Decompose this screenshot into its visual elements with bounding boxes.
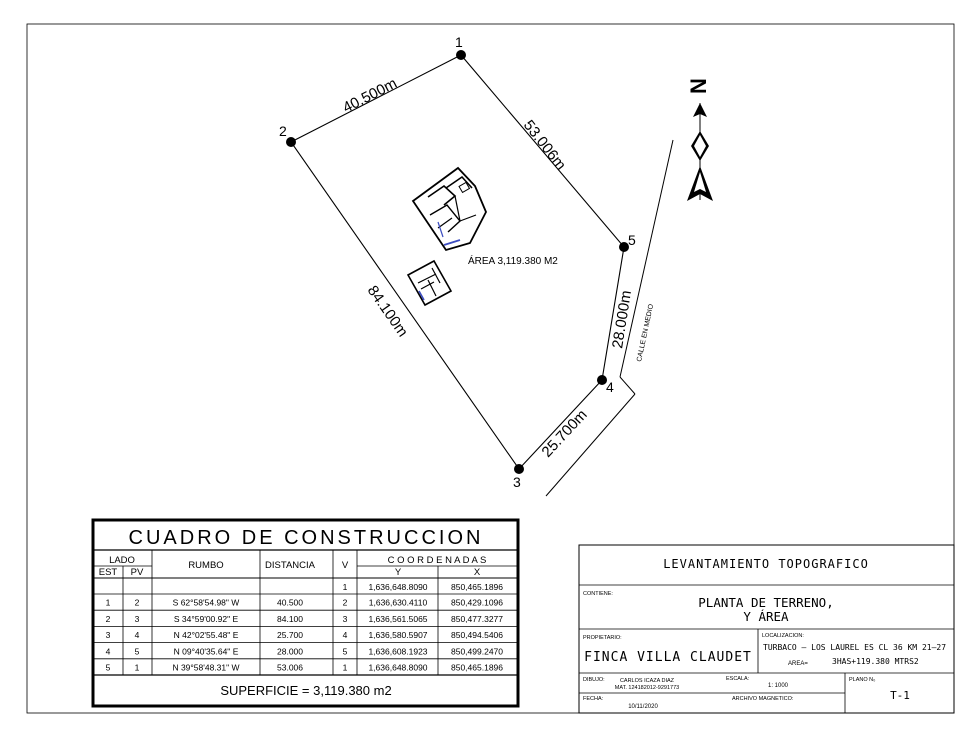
- vertex-2-dot: [286, 137, 296, 147]
- header-lado: LADO: [109, 555, 135, 566]
- construction-table: [93, 520, 518, 706]
- header-coordenadas: C O O R D E N A D A S: [387, 555, 487, 566]
- header-distancia: DISTANCIA: [265, 560, 315, 571]
- header-x: X: [473, 567, 481, 578]
- title-block: [579, 545, 954, 713]
- side-1-2-label: 40.500m: [340, 74, 400, 117]
- table-rows: [94, 598, 517, 673]
- archivo-label: ARCHIVO MAGNETICO:: [732, 696, 794, 702]
- vertex-1-label: 1: [455, 34, 463, 50]
- side-4-5-label: 28.000m: [609, 289, 636, 350]
- header-pv: PV: [130, 567, 144, 578]
- cell-v: 2: [342, 597, 348, 608]
- side-5-1-label: 53.006m: [519, 116, 570, 174]
- cell-rumbo: N 09°40'35.64" E: [173, 646, 239, 657]
- plano-label: PLANO N₀: [849, 677, 876, 683]
- cell-v: 5: [342, 646, 348, 657]
- cell-distancia: 28.000: [277, 646, 303, 657]
- header-y: Y: [394, 567, 402, 578]
- secondary-building: [408, 261, 451, 305]
- cell-x: 850,429.1096: [451, 597, 503, 608]
- cell-y: 1,636,580.5907: [368, 630, 428, 641]
- cell-distancia: 84.100: [277, 613, 303, 624]
- header-v: V: [341, 560, 349, 571]
- table-title: CUADRO DE CONSTRUCCION: [128, 527, 484, 549]
- cell-distancia: 25.700: [277, 630, 303, 641]
- cell-est: 1: [105, 597, 111, 608]
- vertex-1-dot: [456, 50, 466, 60]
- cell-x: 850,465.1896: [451, 662, 503, 673]
- cell-rumbo: N 42°02'55.48" E: [173, 630, 239, 641]
- cell-distancia: 53.006: [277, 662, 303, 673]
- table-row: [94, 598, 517, 611]
- north-letter: N: [686, 78, 711, 94]
- street-edge-joint: [620, 377, 635, 394]
- cell-est: 2: [105, 613, 111, 624]
- fecha-label: FECHA:: [583, 696, 604, 702]
- title-heading: LEVANTAMIENTO TOPOGRAFICO: [663, 557, 869, 571]
- area-field-label: AREA=: [788, 661, 808, 667]
- area-field-value: 3HAS+119.380 MTRS2: [832, 657, 919, 666]
- cell-v: 3: [342, 613, 348, 624]
- cell-pv: 5: [134, 646, 140, 657]
- area-label: ÁREA 3,119.380 M2: [468, 256, 558, 267]
- cell-x: 850,499.2470: [451, 646, 503, 657]
- main-building: [413, 168, 486, 250]
- contiene-label: CONTIENE:: [583, 591, 613, 597]
- side-3-4-label: 25.700m: [538, 406, 591, 461]
- cell-pv: 1: [134, 662, 140, 673]
- side-2-3-label: 84.100m: [363, 282, 412, 341]
- vertex-5-label: 5: [628, 232, 636, 248]
- escala-value: 1: 1000: [767, 683, 789, 689]
- header-rumbo: RUMBO: [188, 560, 224, 571]
- street-label: CALLE EN MEDIO: [636, 303, 656, 363]
- property-boundary: [291, 55, 624, 469]
- property-plan: [279, 34, 713, 496]
- table-row: [106, 663, 504, 673]
- cell-rumbo: S 34°59'00.92" E: [173, 613, 239, 624]
- first-row-x: 850,465.1896: [451, 582, 503, 592]
- dibujo-label: DIBUJO:: [583, 677, 605, 683]
- escala-label: ESCALA:: [726, 676, 750, 682]
- vertex-3-label: 3: [513, 474, 521, 490]
- table-row: [94, 614, 517, 627]
- cell-y: 1,636,561.5065: [368, 613, 428, 624]
- localizacion-label: LOCALIZACION:: [762, 633, 804, 639]
- vertex-3-dot: [514, 464, 524, 474]
- cell-est: 4: [105, 646, 111, 657]
- cell-est: 3: [105, 630, 111, 641]
- contiene-line1: PLANTA DE TERRENO,: [698, 595, 834, 610]
- fecha-value: 10/11/2020: [628, 704, 658, 710]
- propietario: FINCA VILLA CLAUDET: [584, 650, 752, 665]
- cell-x: 850,494.5406: [451, 630, 503, 641]
- cell-x: 850,477.3277: [451, 613, 503, 624]
- north-arrow: [686, 78, 713, 201]
- header-est: EST: [98, 567, 118, 578]
- first-row-y: 1,636,648.8090: [368, 582, 428, 592]
- dibujo-name: CARLOS ICAZA DIAZ: [619, 678, 675, 684]
- cell-pv: 3: [134, 613, 140, 624]
- cell-est: 5: [105, 662, 111, 673]
- vertex-2-label: 2: [279, 123, 287, 139]
- localizacion: TURBACO – LOS LAUREL ES CL 36 KM 21–27: [763, 643, 947, 652]
- superficie: SUPERFICIE = 3,119.380 m2: [220, 683, 392, 698]
- cell-y: 1,636,648.8090: [368, 662, 428, 673]
- propietario-label: PROPIETARIO:: [583, 635, 622, 641]
- table-row: [94, 630, 517, 643]
- cell-y: 1,636,630.4110: [368, 597, 428, 608]
- dibujo-mat: MAT. 124182012-9291773: [614, 685, 680, 691]
- cell-distancia: 40.500: [277, 597, 303, 608]
- vertex-4-label: 4: [606, 379, 614, 395]
- cell-rumbo: S 62°58'54.98" W: [172, 597, 240, 608]
- contiene-line2: Y ÁREA: [743, 609, 789, 624]
- cell-v: 1: [342, 662, 348, 673]
- cell-rumbo: N 39°58'48.31" W: [172, 662, 240, 673]
- cell-y: 1,636,608.1923: [368, 646, 428, 657]
- cell-v: 4: [342, 630, 348, 641]
- table-row: [94, 646, 517, 659]
- first-row-v: 1: [342, 582, 348, 592]
- cell-pv: 4: [134, 630, 140, 641]
- plano-value: T-1: [890, 689, 910, 702]
- cell-pv: 2: [134, 597, 140, 608]
